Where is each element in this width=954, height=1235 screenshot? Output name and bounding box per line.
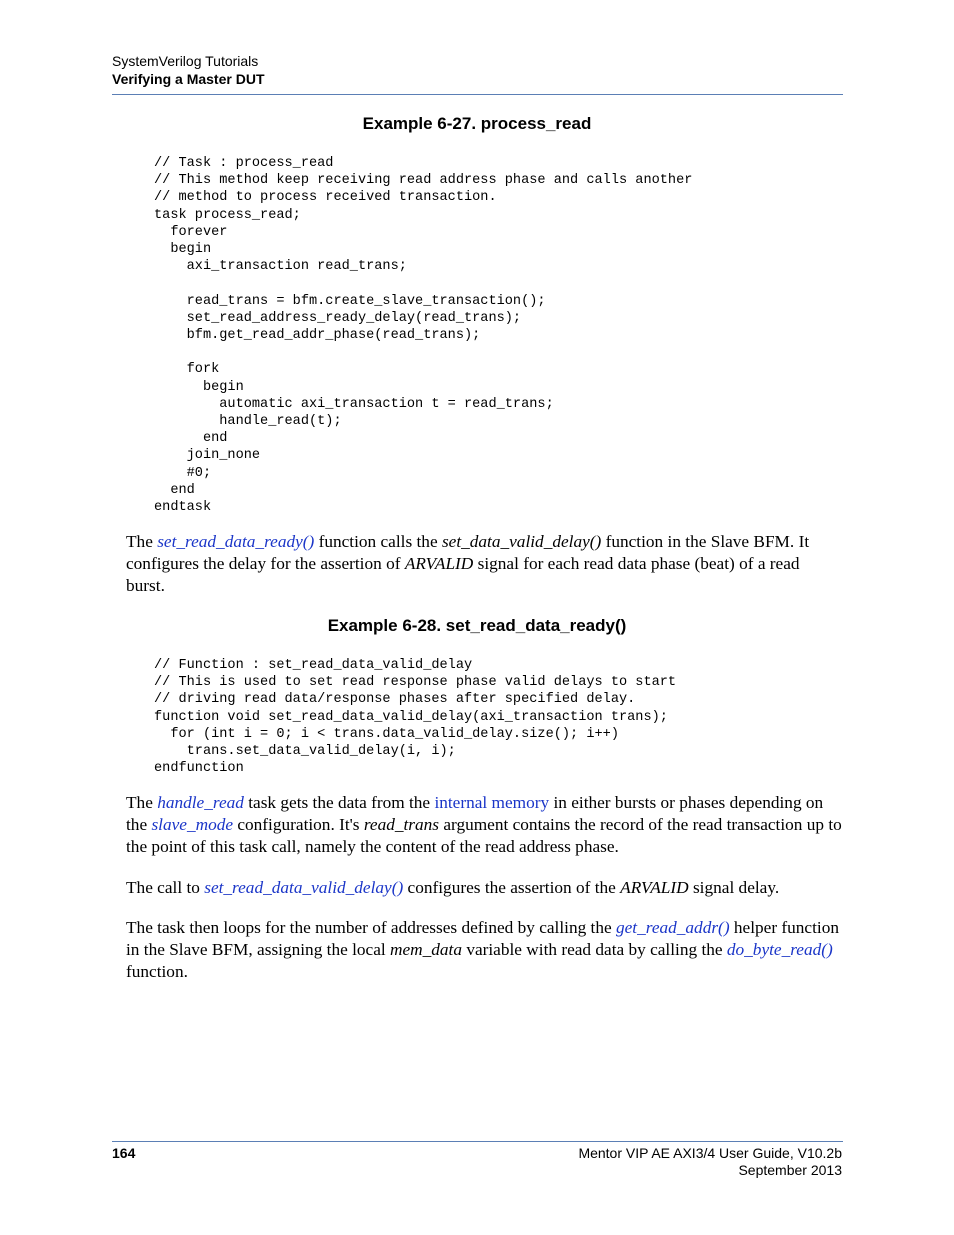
code-block-process-read: // Task : process_read // This method keep receiving read address phase and calls another // method to process received transaction. task process_read; forever begin axi_transaction read_trans; read_trans = bfm.create_slave_transaction(); set_read_address_ready_delay(read_trans); bfm.get_read_addr_phase(read_trans); fork begin automatic axi_transaction t = read_trans; handle_read(t); end join_none #0; end endtask (154, 156, 693, 516)
link-set-read-data-valid-delay[interactable]: set_read_data_valid_delay() (204, 878, 404, 897)
link-internal-memory[interactable]: internal memory (434, 793, 550, 812)
text: The (126, 793, 158, 812)
text: function calls the (314, 532, 442, 551)
text: helper function in the Slave BFM, assigning the local (126, 918, 839, 959)
text: configures the assertion of the (403, 878, 621, 897)
running-header (112, 52, 842, 88)
link-set-read-data-ready[interactable]: set_read_data_ready() (157, 532, 315, 551)
footer-guide-title: Mentor VIP AE AXI3/4 User Guide, V10.2b (578, 1145, 842, 1161)
paragraph-valid-delay-call (126, 877, 842, 899)
text: configuration. It's (233, 815, 364, 834)
text: function. (126, 962, 188, 981)
footer-info (578, 1145, 842, 1179)
text: The call to (126, 878, 205, 897)
text: signal for each read data phase (beat) of a read burst. (126, 554, 800, 595)
example-title-process-read: Example 6-27. process_read (362, 114, 592, 133)
text: task gets the data from the (243, 793, 435, 812)
paragraph-set-read-data-ready (126, 531, 842, 597)
text: argument contains the record of the read transaction up to the point of this task call, namely the content of the read address phase. (126, 815, 842, 856)
paragraph-task-loops (126, 917, 842, 983)
italic-term: ARVALID (404, 554, 474, 573)
text: The (126, 532, 158, 551)
header-section: SystemVerilog Tutorials (112, 53, 259, 69)
link-get-read-addr[interactable]: get_read_addr() (615, 918, 730, 937)
text: The task then loops for the number of addresses defined by calling the (126, 918, 616, 937)
italic-term: read_trans (363, 815, 440, 834)
text: in either bursts or phases depending on the (126, 793, 824, 834)
italic-term: mem_data (390, 940, 462, 959)
link-do-byte-read[interactable]: do_byte_read() (726, 940, 833, 959)
link-handle-read[interactable]: handle_read (157, 793, 244, 812)
page-number: 164 (112, 1145, 136, 1161)
text: signal delay. (688, 878, 780, 897)
footer-date: September 2013 (738, 1162, 842, 1178)
text: function in the Slave BFM. It configures the delay for the assertion of (126, 532, 810, 573)
header-divider (112, 94, 843, 95)
example-title-set-read-data-ready: Example 6-28. set_read_data_ready() (327, 616, 627, 635)
footer-divider (112, 1141, 843, 1142)
text: variable with read data by calling the (462, 940, 727, 959)
link-slave-mode[interactable]: slave_mode (151, 815, 234, 834)
code-block-set-read-data-valid-delay: // Function : set_read_data_valid_delay // This is used to set read response phase valid delays to start // driving read data/response phases after specified delay. function void set_read_data_valid_delay(axi_transaction trans); for (int i = 0; i < trans.data_valid_delay.size(); i++) trans.set_data_valid_delay(i, i); endfunction (154, 658, 677, 777)
header-subsection: Verifying a Master DUT (112, 71, 265, 87)
italic-term: ARVALID (620, 878, 689, 897)
paragraph-handle-read (126, 792, 842, 858)
italic-term: set_data_valid_delay() (441, 532, 602, 551)
